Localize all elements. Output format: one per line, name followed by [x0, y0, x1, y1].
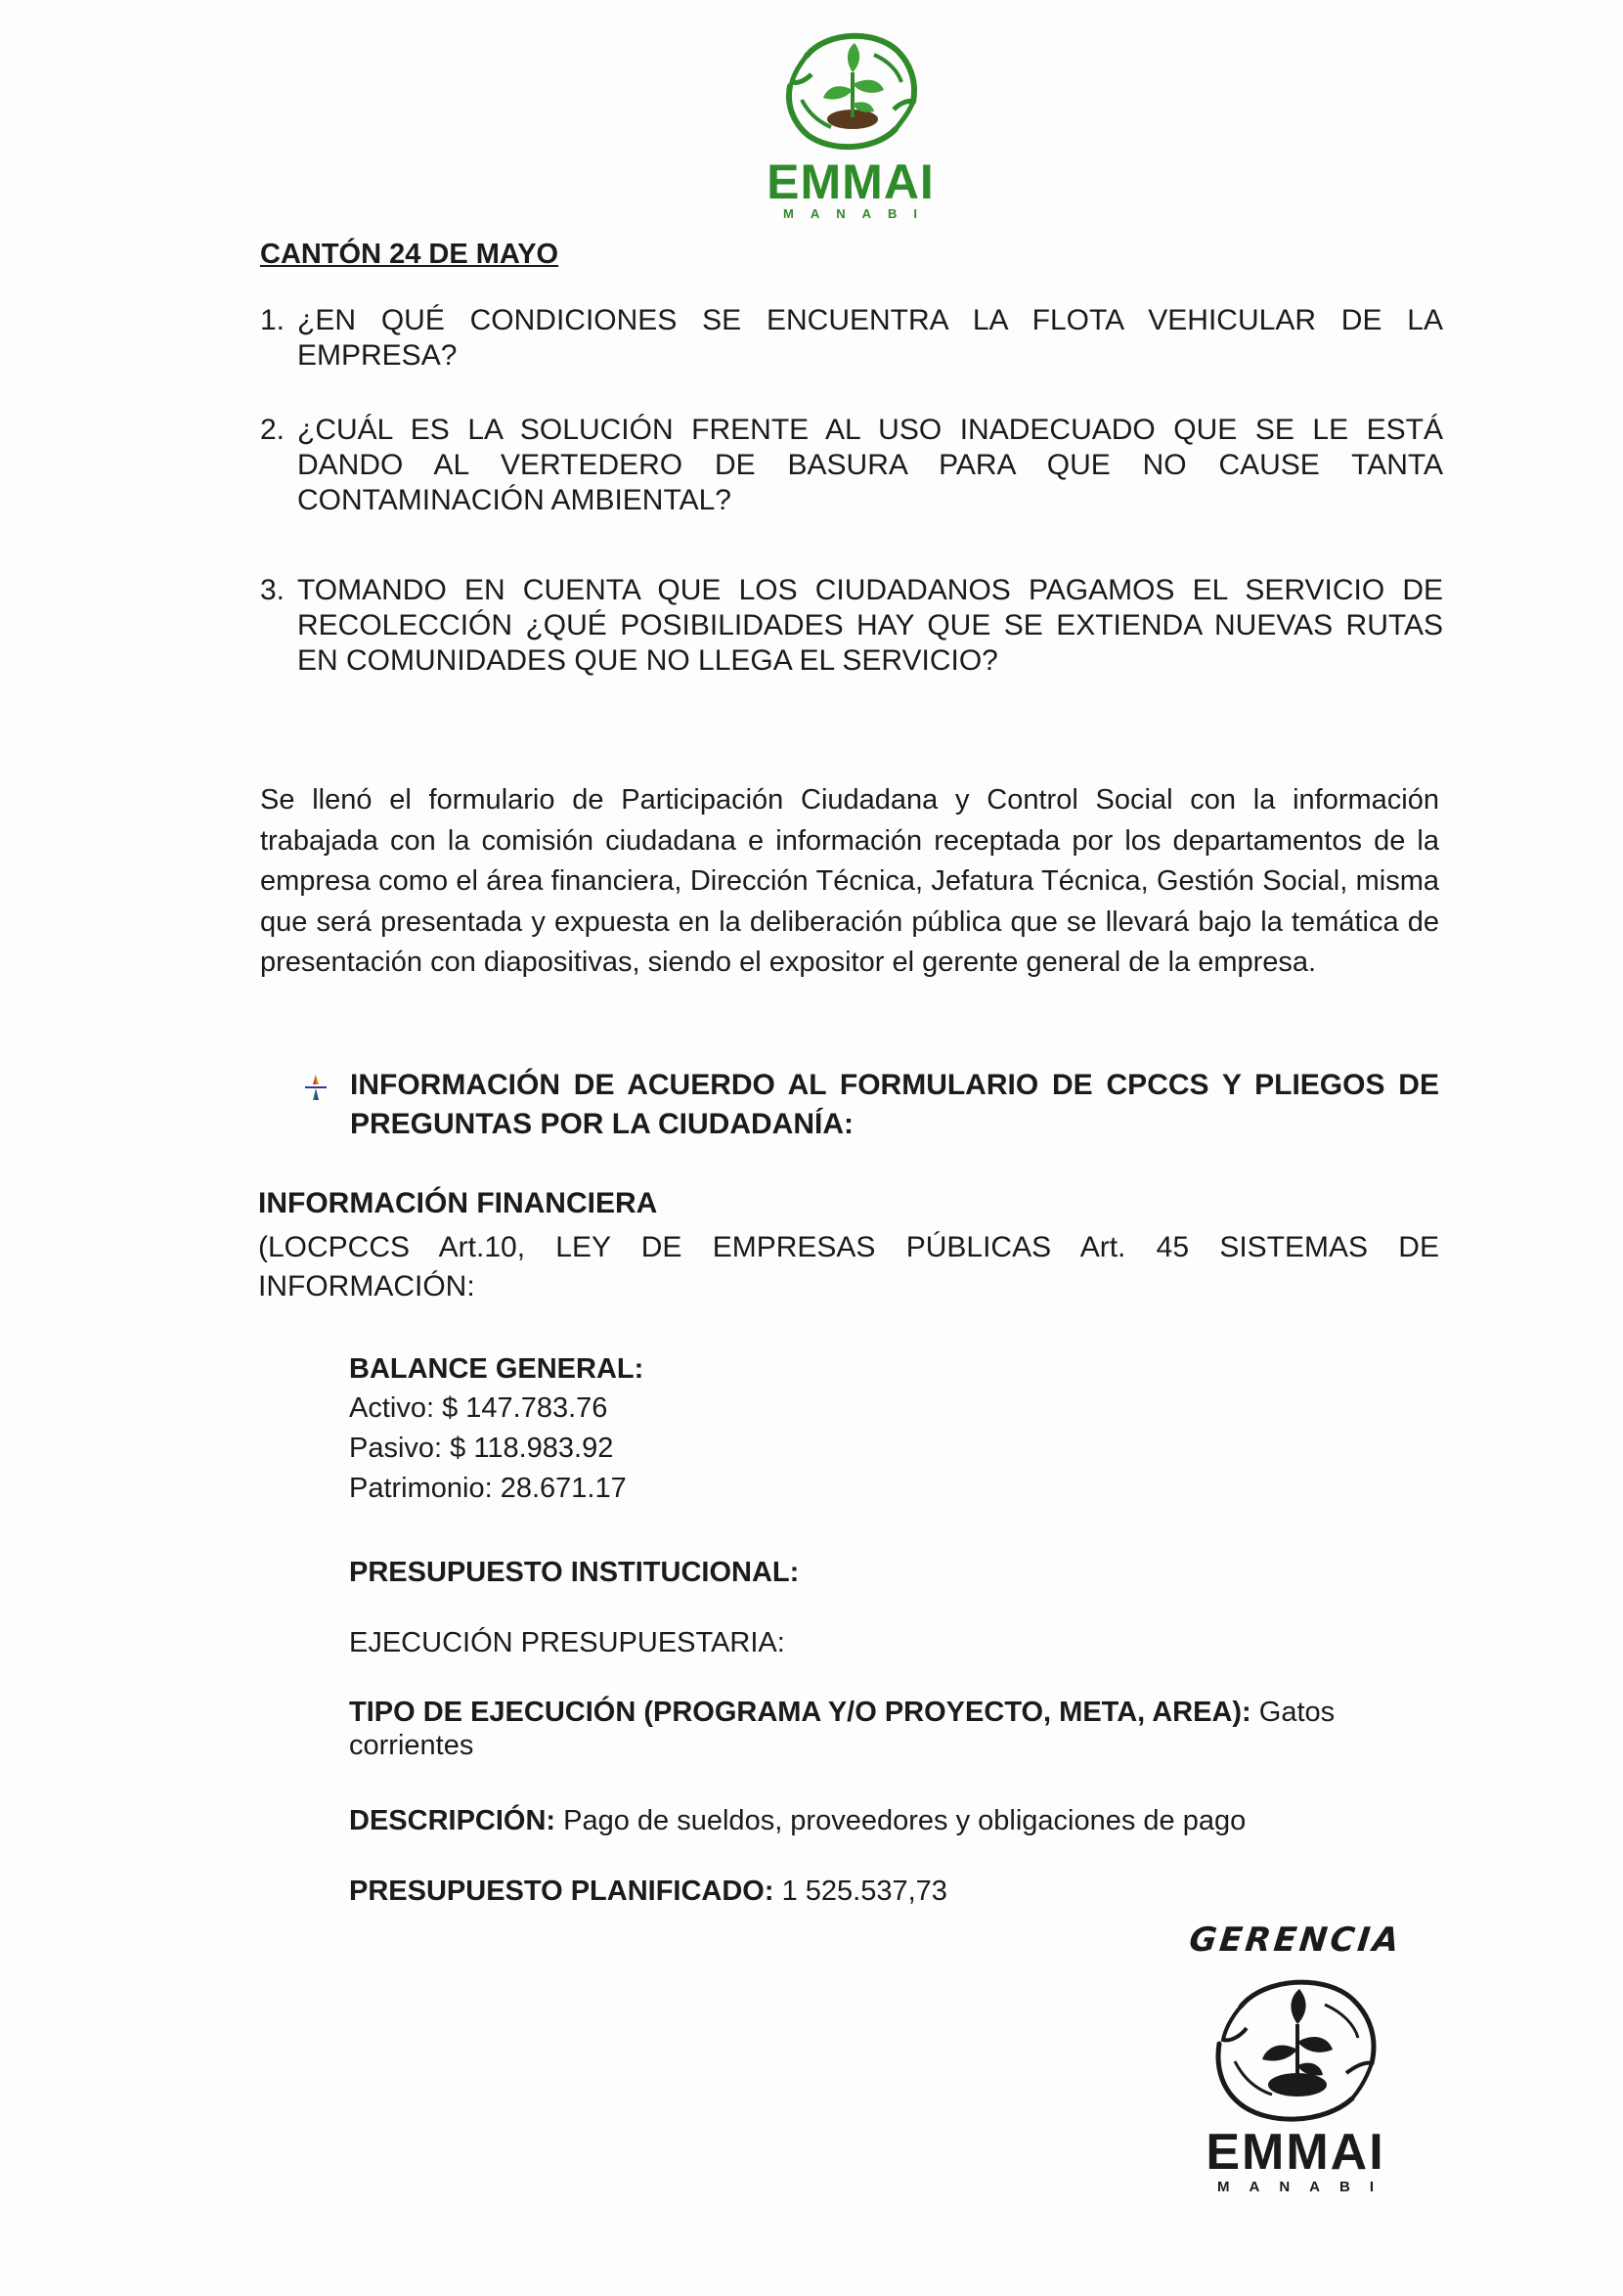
ejecucion-line: EJECUCIÓN PRESUPUESTARIA: — [349, 1627, 785, 1658]
question-text: ¿CUÁL ES LA SOLUCIÓN FRENTE AL USO INADECUADO QUE SE LE ESTÁ DANDO AL VERTEDERO DE BASURA PARA QUE NO CAUSE TANTA CONTAMINACIÓN AMBIENTAL? — [297, 414, 1443, 516]
question-text: TOMANDO EN CUENTA QUE LOS CIUDADANOS PAGAMOS EL SERVICIO DE RECOLECCIÓN ¿QUÉ POSIBILIDADES HAY QUE SE EXTIENDA NUEVAS RUTAS EN COMUNIDADES QUE NO LLEGA EL SERVICIO? — [297, 574, 1443, 677]
hands-plant-icon — [772, 22, 929, 158]
pasivo-line: Pasivo: $ 118.983.92 — [349, 1433, 614, 1464]
logo-brand-text: EMMAI — [767, 155, 935, 209]
emmai-logo — [753, 22, 948, 221]
patrimonio-line: Patrimonio: 28.671.17 — [349, 1473, 627, 1504]
question-text: ¿EN QUÉ CONDICIONES SE ENCUENTRA LA FLOTA VEHICULAR DE LA EMPRESA? — [297, 304, 1443, 372]
financial-info-subtitle: (LOCPCCS Art.10, LEY DE EMPRESAS PÚBLICAS Art. 45 SISTEMAS DE INFORMACIÓN: — [258, 1231, 1439, 1303]
tipo-ejecucion-value: Gatos corrientes — [349, 1697, 1336, 1761]
four-color-bullet-icon — [305, 1066, 350, 1144]
planificado-value: 1 525.537,73 — [773, 1876, 947, 1907]
presupuesto-title: PRESUPUESTO INSTITUCIONAL: — [349, 1557, 800, 1588]
stamp-title: GERENCIA — [1187, 1921, 1404, 1960]
question-item — [260, 303, 1443, 374]
section-heading — [305, 1066, 1439, 1144]
descripcion-line — [349, 1801, 1246, 1840]
planificado-label: PRESUPUESTO PLANIFICADO: — [349, 1876, 774, 1907]
question-number: 3. — [260, 574, 285, 606]
descripcion-value: Pago de sueldos, proveedores y obligaciones de pago — [555, 1805, 1247, 1836]
section-heading-text: INFORMACIÓN DE ACUERDO AL FORMULARIO DE CPCCS Y PLIEGOS DE PREGUNTAS POR LA CIUDADANÍA: — [350, 1069, 1439, 1140]
balance-title: BALANCE GENERAL: — [349, 1353, 644, 1385]
body-paragraph: Se llenó el formulario de Participación Ciudadana y Control Social con la información trabajada con la comisión ciudadana e información receptada por los departamentos de la empresa como el área financiera, Dirección Técnica, Jefatura Técnica, Gestión Social, misma que será presentada y expuesta en la deliberación pública que se llevará bajo la temática de presentación con diapositivas, siendo el expositor el gerente general de la empresa. — [260, 784, 1439, 978]
question-item — [260, 573, 1443, 679]
planificado-line — [349, 1872, 947, 1911]
canton-title: CANTÓN 24 DE MAYO — [260, 239, 559, 270]
stamp-brand-text: EMMAI — [1206, 2124, 1385, 2181]
activo-line: Activo: $ 147.783.76 — [349, 1392, 608, 1424]
question-number: 2. — [260, 414, 285, 446]
descripcion-label: DESCRIPCIÓN: — [349, 1805, 556, 1836]
question-number: 1. — [260, 304, 285, 336]
gerencia-stamp — [1183, 1921, 1408, 2195]
tipo-ejecucion-label: TIPO DE EJECUCIÓN (PROGRAMA Y/O PROYECTO, META, AREA): — [349, 1697, 1251, 1728]
question-item — [260, 413, 1443, 518]
stamp-hands-plant-icon — [1198, 1964, 1393, 2130]
stamp-sub-text: MANABI — [1217, 2179, 1393, 2195]
financial-info-title: INFORMACIÓN FINANCIERA — [258, 1187, 658, 1219]
tipo-ejecucion-line — [349, 1696, 1440, 1762]
logo-sub-text: MANABI — [783, 206, 934, 221]
